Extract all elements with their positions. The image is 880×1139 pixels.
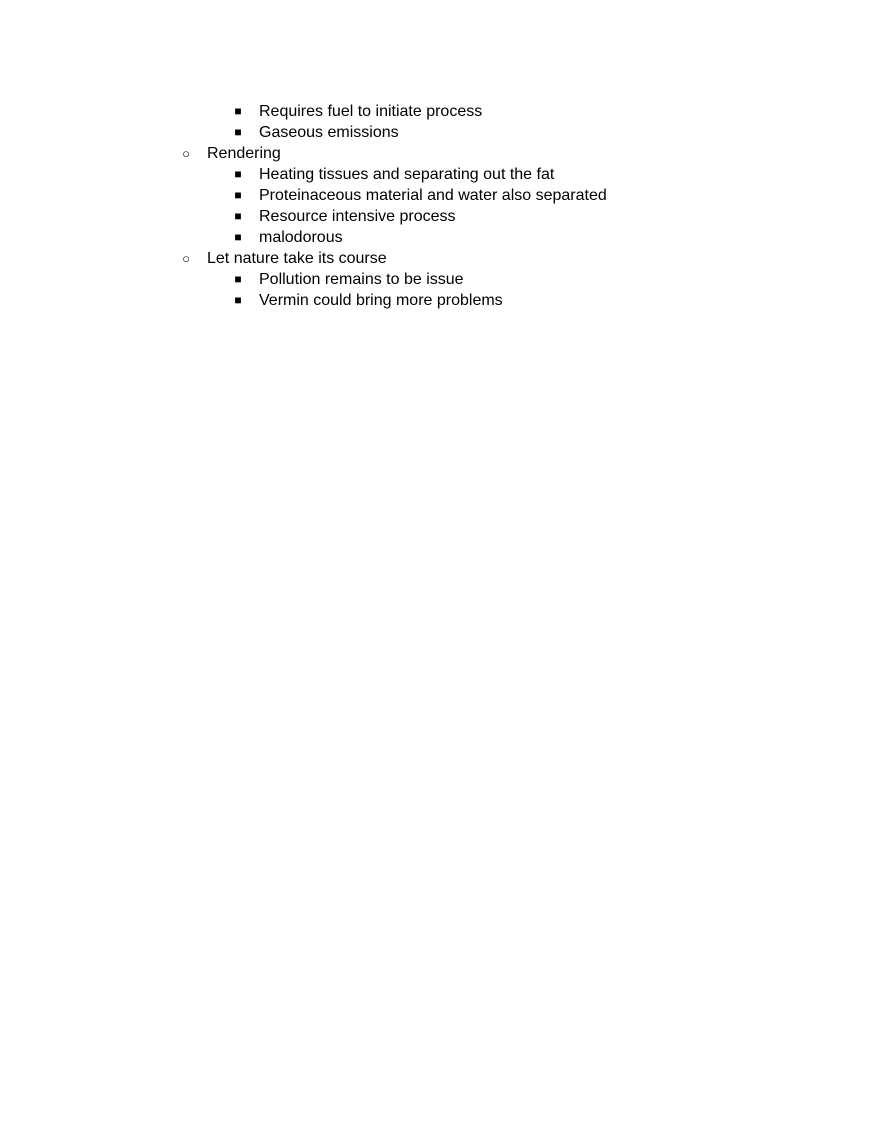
square-bullet-icon: ■ [234, 272, 242, 286]
list-item [0, 290, 880, 311]
list-item-text: Vermin could bring more problems [259, 292, 503, 309]
list-item-text: Heating tissues and separating out the fat [259, 166, 555, 183]
square-bullet-icon: ■ [234, 209, 242, 223]
square-bullet-icon: ■ [234, 188, 242, 202]
list-item-text: Proteinaceous material and water also separated [259, 187, 607, 204]
list-item [0, 227, 880, 248]
list-item [0, 101, 880, 122]
list-item [0, 122, 880, 143]
list-item [0, 206, 880, 227]
list-item [0, 164, 880, 185]
square-bullet-icon: ■ [234, 293, 242, 307]
list-item [0, 269, 880, 290]
square-bullet-icon: ■ [234, 230, 242, 244]
list-item-text: malodorous [259, 229, 343, 246]
list-item-text: Pollution remains to be issue [259, 271, 464, 288]
square-bullet-icon: ■ [234, 167, 242, 181]
list-item-text: Rendering [207, 145, 281, 162]
square-bullet-icon: ■ [234, 125, 242, 139]
list-item-text: Let nature take its course [207, 250, 387, 267]
list-item-text: Requires fuel to initiate process [259, 103, 483, 120]
list-item [0, 185, 880, 206]
list-item [0, 143, 880, 164]
list-item-text: Gaseous emissions [259, 124, 399, 141]
square-bullet-icon: ■ [234, 104, 242, 118]
circle-bullet-icon: ○ [182, 146, 190, 161]
circle-bullet-icon: ○ [182, 251, 190, 266]
list-item [0, 248, 880, 269]
list-item-text: Resource intensive process [259, 208, 456, 225]
bulleted-outline [0, 101, 880, 311]
